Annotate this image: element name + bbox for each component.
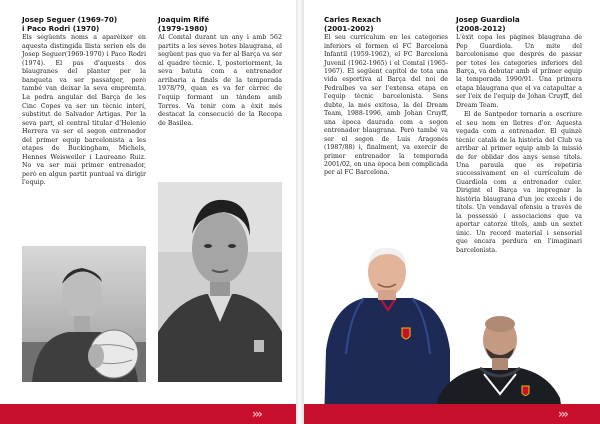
left-arrows-icon: ››› <box>252 407 261 421</box>
seguer-column <box>22 16 146 188</box>
rexach-title <box>324 16 448 33</box>
seguer-title-years: i Paco Rodri (1970) <box>22 23 100 33</box>
rife-photo <box>158 182 282 382</box>
guardiola-column <box>456 16 582 255</box>
rexach-title-name: Carles Rexach <box>324 15 382 24</box>
left-page <box>0 0 296 424</box>
right-footer-bar <box>304 404 600 424</box>
rexach-column <box>324 16 448 178</box>
right-page <box>304 0 600 424</box>
guardiola-title-name: Josep Guardiola <box>456 15 520 24</box>
seguer-photo <box>22 246 146 382</box>
rexach-text: El seu currículum en les categories inferiors el formen el FC Barcelona Infantil (1959-1962), el FC Barcelona Juvenil (1962-1965) i el Comtal (1965-1967). El següent capítol de tota una vida esportiva al Barça del noi de Pedralbes va ser l'extensa etapa en l'equip tècnic barcelonista. Sens dubte, la més exitosa, la del Dream Team, 1988-1996, amb Johan Cruyff, una època daurada com a segon entrenador blaugrana. Però també va ser el segon de Luis Aragonés (1987/88) i, finalment, va exercir de primer entrenador la temporada 2001/02, en una època ben complicada per al FC Barcelona. <box>324 34 448 177</box>
seguer-text: Els següents noms a aparèixer en aquesta distingida llista serien els de Josep Seguer(1969-1970) i Paco Rodri (1974). El pas d'aquests dos blaugranes del planter per la banqueta va ser passatger, però també van deixar la seva empremta. La pedra angular del Barça de les Cinc Copes va ser un tècnic interí, substitut de Salvador Artigas. Per la seva part, el central titular d'Helenio Herrera va ser el segon entrenador del primer equip barcelonista a les etapes de Buckingham, Michels, Hennes Weisweiler i Laureano Ruiz. No va ser mai primer entrenador, però en algun partit puntual va dirigir l'equip. <box>22 34 146 187</box>
rife-text: Al Comtal durant un any i amb 562 partits a les seves botes blaugrana, el següent pas que va fer al Barça va ser al quadre tècnic. I, posteriorment, la seva batuta com a entrenador arribaria a finals de la temporada 1978/79, quan es va fer càrrec de l'equip formant un tàndem amb Torres. Va tenir com a èxit més destacat la consecució de la Recopa de Basilea. <box>158 34 282 127</box>
guardiola-title <box>456 16 582 33</box>
guardiola-text-p2: El de Santpedor tornaria a escriure el seu nom en lletres d'or. Aquesta vegada com a entrenador. El quinzè tècnic català de la història del Club va arribar al primer equip amb la missió de fer oblidar dos anys sense títols. Una paraula que es repetiria successivament en el currículum de Guardiola com a entrenador culer. Dirigint el Barça va impregnar la història blaugrana d'un joc excels i de títols. Un vendaval ofensiu a través de la possessió i associacions que va aportar catorze títols, amb un sextet únic. Un record material i sensorial que encara perdura en l'imaginari barcelonista. <box>456 111 582 254</box>
guardiola-title-years: (2008-2012) <box>456 23 506 33</box>
book-gutter <box>296 0 304 424</box>
right-arrows-icon: ››› <box>558 407 567 421</box>
rexach-title-years: (2001-2002) <box>324 23 374 33</box>
guardiola-text-p1: L'èxit copa les pàgines blaugrana de Pep Guardiola. Un mite del barcelonisme que després de passar per totes les categories inferiors del Barça, va debutar amb el primer equip la temporada 1990/91. Una primera etapa blaugrana que el va catapultar a ser l'eix de l'equip de Johan Cruyff, del Dream Team. <box>456 34 582 109</box>
rife-title <box>158 16 282 33</box>
rife-title-name: Joaquim Rifé <box>158 15 210 24</box>
rife-column <box>158 16 282 128</box>
rife-title-years: (1979-1980) <box>158 23 208 33</box>
seguer-title <box>22 16 146 33</box>
seguer-title-name: Josep Seguer (1969-70) <box>22 15 118 24</box>
